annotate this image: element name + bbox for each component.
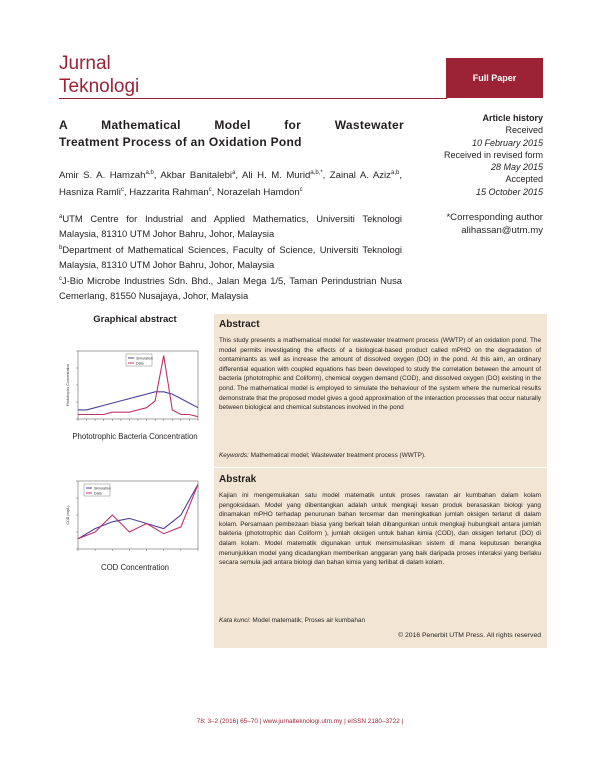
keywords-value: Mathematical model; Wastewater treatment process (WWTP).: [250, 452, 426, 459]
chart-caption-cod: COD Concentration: [100, 563, 170, 572]
legend-label: Simulation: [136, 356, 153, 361]
author-name: Hasniza Ramli: [59, 187, 121, 199]
paper-title-line2: Treatment Process of an Oxidation Pond: [59, 135, 302, 149]
article-history: [390, 112, 543, 198]
received-date: 10 February 2015: [471, 137, 543, 148]
revised-date: 28 May 2015: [490, 162, 543, 173]
revised-label: Received in revised form: [443, 149, 543, 160]
author-sup: a,b: [390, 170, 400, 176]
abstrak-heading: Abstrak: [219, 474, 257, 485]
chart-phototrophic: [64, 345, 204, 425]
affiliation-text: J-Bio Microbe Industries Sdn. Bhd., Jalan Mega 1/5, Taman Perindustrian Nusa Cemerlang, 81550 Nusajaya, Johor, Malaysia: [59, 275, 402, 302]
keywords-label: Keywords:: [219, 452, 249, 459]
page-footer: 78: 3–2 (2016) 65–70 | www.jurnalteknologi.utm.my | eISSN 2180–3722 |: [196, 718, 404, 725]
affiliation-sup: b: [59, 245, 63, 252]
corresponding-label: *Corresponding author: [446, 212, 543, 223]
received-label: Received: [505, 125, 543, 136]
graphical-abstract-heading: Graphical abstract: [93, 314, 177, 325]
kata-kunci-value: Model matematik; Proses air kumbahan: [252, 617, 366, 624]
copyright: © 2016 Penerbit UTM Press. All rights reserved: [398, 632, 541, 639]
author-sup: c: [120, 187, 124, 194]
author-sup: c: [299, 187, 303, 194]
author-name: Amir S. A. Hamzah: [59, 170, 146, 182]
accepted-label: Accepted: [505, 174, 543, 185]
affiliation: [59, 210, 402, 241]
abstract-text: This study presents a mathematical model for wastewater treatment process (WWTP) of an oxidation pond. The model permits investigating the effects of a biological-based product called mPHO on the degradation of contaminants as well as increase the amount of dissolved oxygen (DO) in the pond. At this aim, an ordinary differential equation with coupled equations has been developed to study the correlation between the amount of bacteria (phototrophic and Coliform), chemical oxygen demand (COD), and dissolved oxygen (DO) existing in the pond. The mathematical model is employed to simulate the behaviour of the system where the numerical results demonstrate that the proposed model gives a good approximation of the interaction processes that occur naturally between biological and chemical substances involved in the pond: [219, 337, 541, 412]
legend-label: Data: [136, 361, 144, 366]
abstract-keywords: [219, 452, 541, 459]
abstrak-text: Kajian ini mengemukakan satu model matematik untuk proses rawatan air kumbahan dalam kolam pengoksidaan. Model yang dibentangkan adalah untuk mengkaji kesan produk berasaskan biologi yang dinamakan mPHO terhadap penurunan bahan tercemar dan meningkatkan jumlah oksigen terlarut di dalam kolam. Persamaan pembezaan biasa yang berkait telah dibangunkan untuk mengkaji hubungkait antara jumlah bakteria (phototrophic dan Coliform ), jumlah oksigen untuk bahan kimia (COD), dan oksigen terlarut (DO) di dalam kolam. Model matematik digunakan untuk mensimulasikan sistem di mana keputusan berangka menunjukkan model yang dicadangkan memberikan anggaran yang baik daripada proses interaksi yang berlaku secara semula jadi antara biologi dan bahan kimia yang terlibat di dalam kolam.: [219, 492, 541, 567]
article-type-badge: Full Paper: [446, 58, 543, 98]
affiliation-list: [59, 210, 402, 303]
chart-cod: [64, 475, 204, 555]
abstract-heading: Abstract: [219, 319, 260, 330]
author-name: Zainal A. Aziz: [329, 170, 391, 182]
author-sup: a,b,*: [310, 170, 323, 176]
header-rule: [59, 98, 447, 99]
author-sup: c: [208, 187, 212, 194]
author-list: Amir S. A. Hamzah$^{a,b}$, Akbar Banitalebi$^a$, Ali H. M. Murid$^{a,b,*}$, Zainal A. Aziz$^{a,b}$, Hasniza Ramli$^c$, Hazzarita Rahman$^c$, Norazelah Hamdon$^c$: [59, 170, 402, 199]
corresponding-email[interactable]: alihassan@utm.my: [461, 225, 543, 236]
affiliation-text: UTM Centre for Industrial and Applied Mathematics, Universiti Teknologi Malaysia, 81310 UTM Johor Bahru, Johor, Malaysia: [59, 213, 402, 240]
corresponding-author: [393, 211, 543, 237]
author-name: Norazelah Hamdon: [217, 187, 300, 199]
kata-kunci-label: Kata kunci:: [219, 617, 251, 624]
affiliation-sup: c: [59, 276, 62, 283]
author-sup: a,b: [145, 170, 154, 176]
affiliation: [59, 241, 402, 272]
chart-caption-phototrophic: Phototrophic Bacteria Concentration: [72, 432, 198, 441]
author-name: Ali H. M. Murid: [242, 170, 311, 182]
affiliation-text: Department of Mathematical Sciences, Faculty of Science, Universiti Teknologi Malaysia, 81310 UTM Johor Bahru, Johor, Malaysia: [59, 244, 402, 271]
accepted-date: 15 October 2015: [475, 186, 543, 197]
legend-label: Data: [94, 491, 102, 496]
author-sup: a: [232, 170, 236, 176]
author-name: Hazzarita Rahman: [129, 187, 209, 199]
journal-name-line1: Jurnal: [59, 53, 111, 74]
abstract-divider: [214, 467, 547, 468]
legend-label: Simulation: [94, 486, 111, 491]
author-name: Akbar Banitalebi: [160, 170, 233, 182]
y-axis-label: Phototrophic Concentration: [66, 363, 70, 407]
y-axis-label: COD (mg/L): [66, 505, 70, 525]
affiliation: [59, 272, 402, 303]
abstrak-keywords: [219, 617, 541, 624]
paper-title-line1: A Mathematical Model for Wastewater: [59, 118, 404, 132]
journal-name: [59, 52, 139, 98]
affiliation-sup: a: [59, 214, 63, 220]
history-heading: Article history: [482, 113, 543, 123]
journal-name-line2: Teknologi: [59, 76, 140, 97]
